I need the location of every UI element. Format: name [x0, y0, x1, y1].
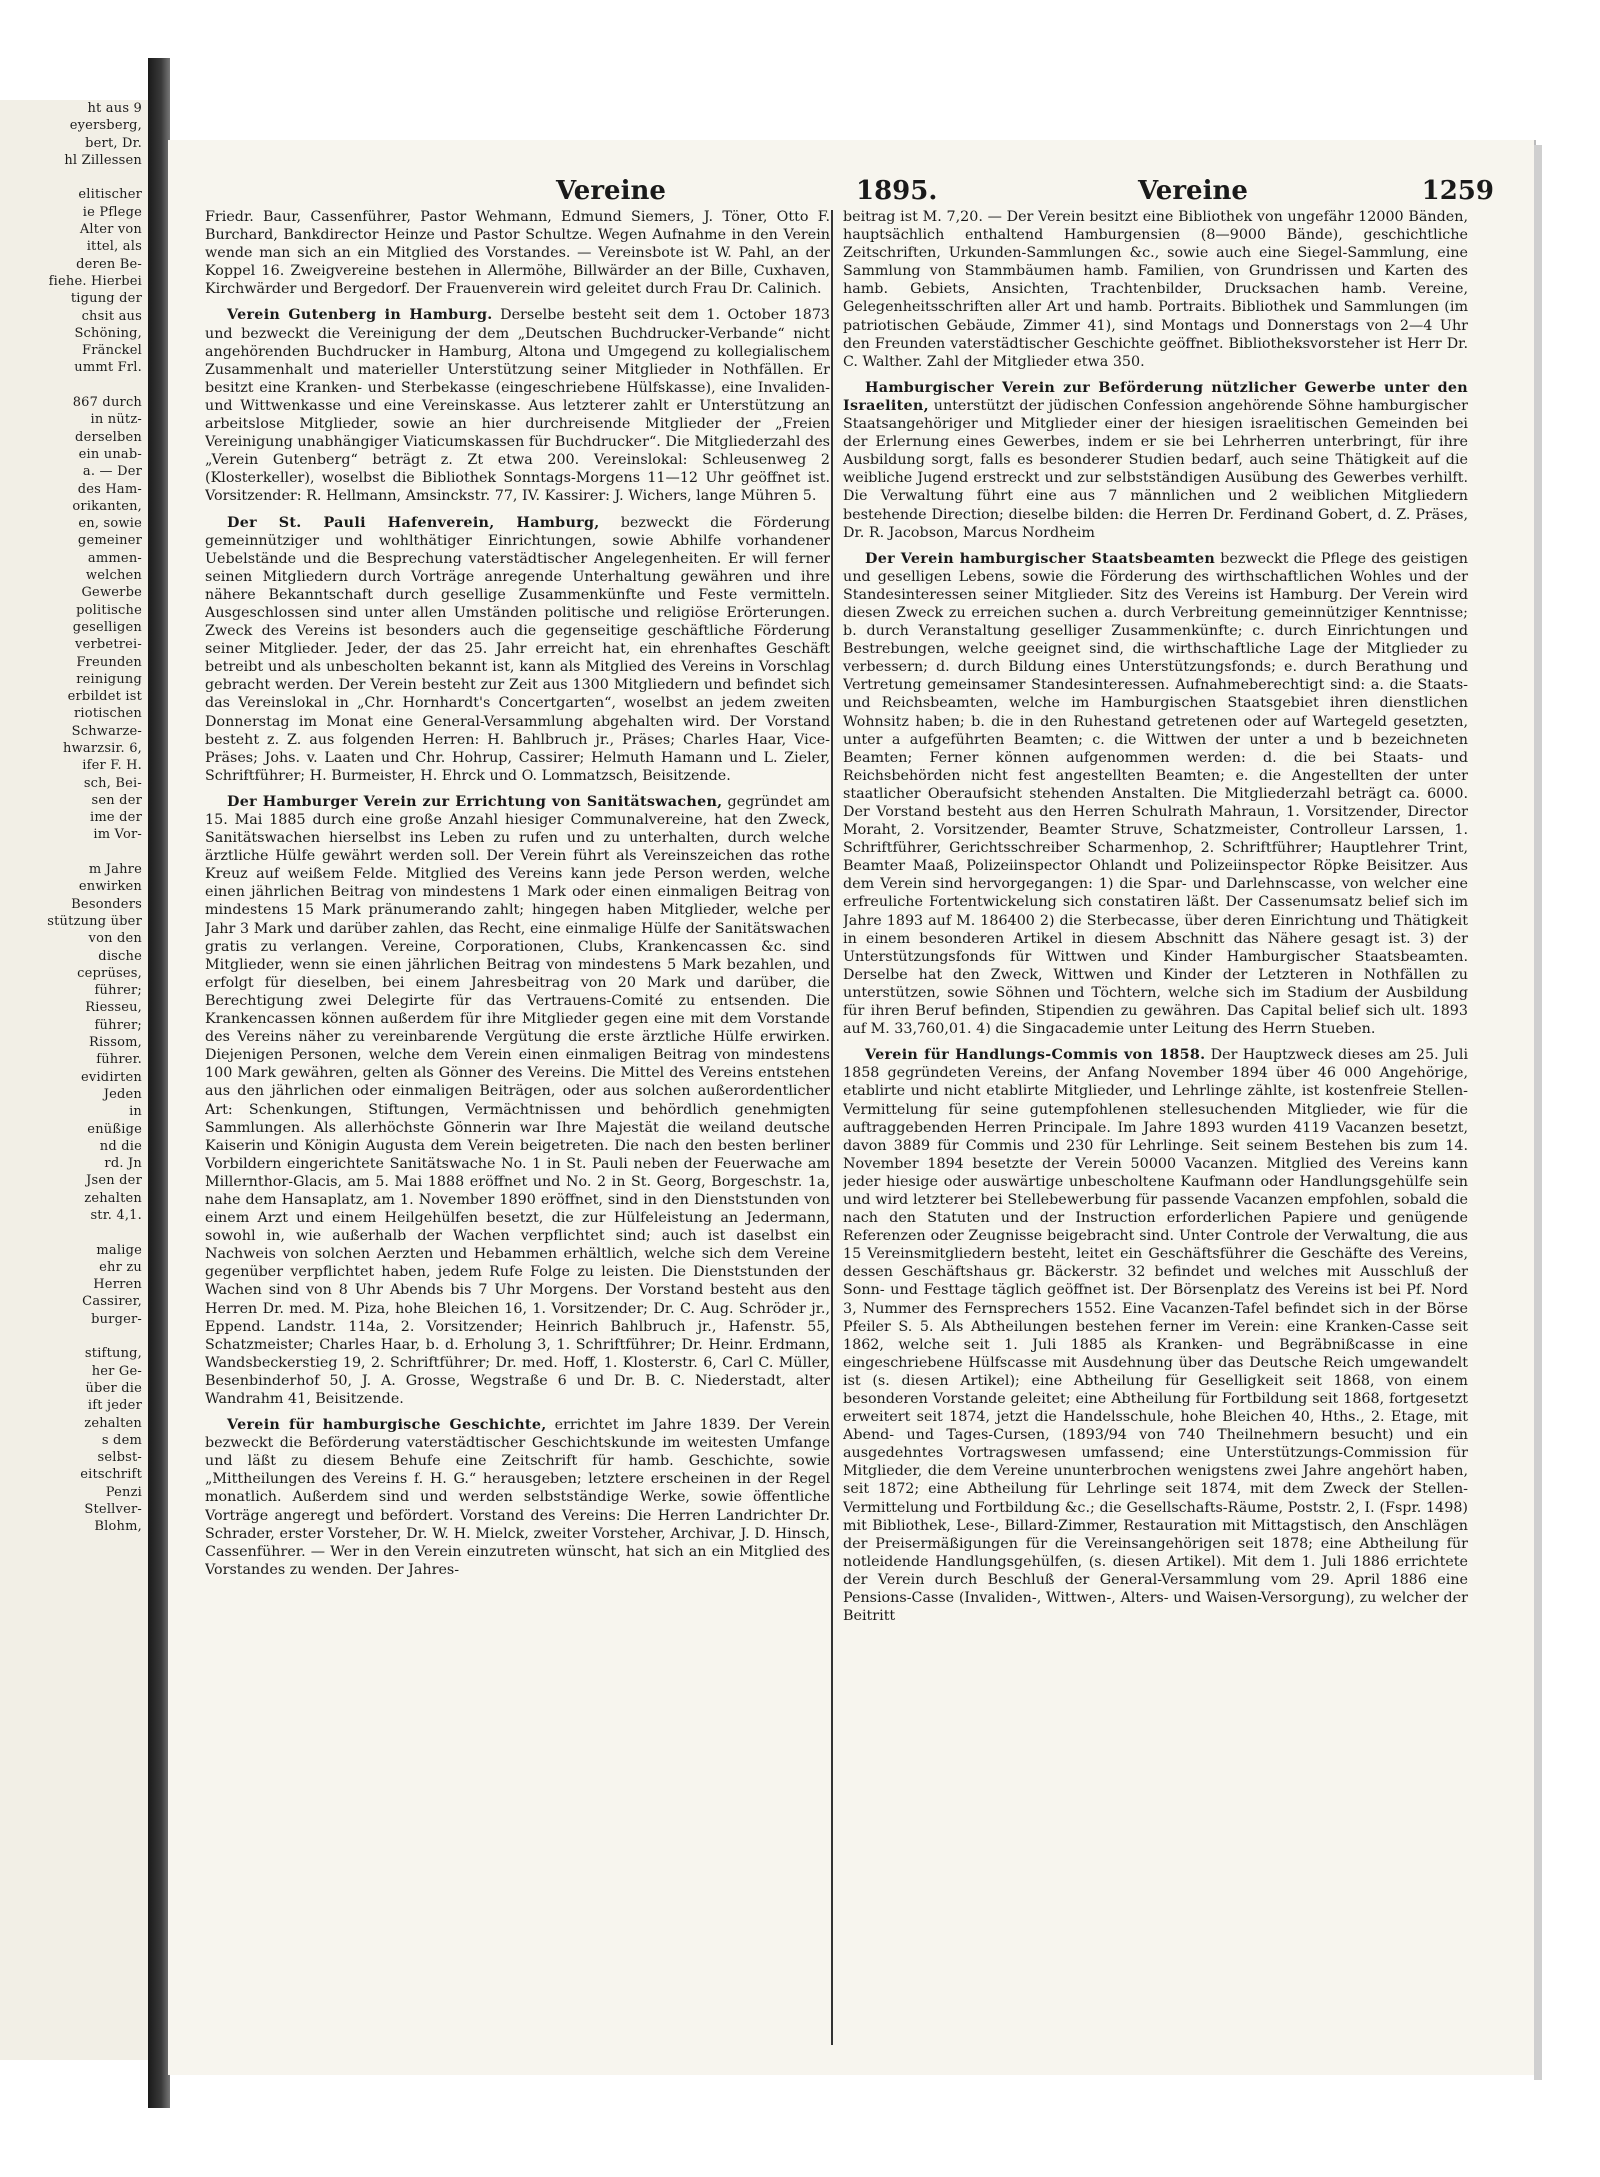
- left-page-line: [0, 1224, 150, 1241]
- left-page-line: ift jeder: [87, 1398, 142, 1414]
- left-page-line: Rissom,: [89, 1035, 142, 1051]
- entry-title: Verein Gutenberg in Hamburg.: [227, 307, 493, 324]
- association-entry: [843, 379, 1468, 542]
- left-page-line: eitschrift: [80, 1467, 142, 1483]
- left-page-line: ceprüses,: [77, 965, 142, 981]
- left-page-line: Freunden: [76, 654, 142, 670]
- left-page-line: ht aus 9: [87, 101, 142, 116]
- left-page-line: [0, 1328, 150, 1345]
- left-page-line: ittel, als: [86, 239, 142, 255]
- left-page-line: tigung der: [70, 291, 142, 307]
- left-page-line: Gewerbe: [81, 585, 142, 601]
- left-page-line: derselben: [75, 429, 142, 445]
- left-page-line: ehr zu: [99, 1259, 142, 1275]
- header-left-title: Vereine: [556, 176, 666, 206]
- left-page-line: en, sowie: [78, 516, 142, 532]
- left-page-line: des Ham-: [77, 481, 142, 497]
- left-page-line: politische: [76, 602, 142, 618]
- book-gutter: [148, 58, 170, 2108]
- left-page-line: eyersberg,: [69, 118, 142, 134]
- association-entry: [843, 208, 1468, 371]
- left-page-line: hl Zillessen: [64, 152, 142, 168]
- left-page-line: Penzi: [105, 1484, 142, 1500]
- left-page-line: enwirken: [78, 879, 142, 895]
- left-page-line: geselligen: [72, 619, 142, 635]
- left-page-line: Fränckel: [82, 343, 142, 359]
- page-number: 1259: [1421, 176, 1494, 206]
- entry-title: Der St. Pauli Hafenverein, Hamburg,: [227, 514, 600, 531]
- entry-title: Hamburgischer Verein zur Beförderung nützlicher Gewerbe unter den Israeliten,: [843, 379, 1468, 414]
- right-column: [843, 208, 1468, 2048]
- left-page-line: [0, 844, 150, 861]
- left-page-line: über die: [85, 1380, 142, 1396]
- left-page-line: chsit aus: [81, 308, 142, 324]
- left-page-line: im Vor-: [93, 827, 142, 843]
- left-page-line: ammen-: [87, 550, 142, 566]
- left-page-line: gemeiner: [77, 533, 142, 549]
- page-edge-shadow: [1534, 145, 1542, 2080]
- entry-text: Friedr. Baur, Cassenführer, Pastor Wehmann, Edmund Siemers, J. Töner, Otto F. Burchard, Bankdirector Heinze und Pastor Schultze. Wegen Aufnahme in den Verein wende man sich an ein Mitglied des Vorstandes. — Vereinsbote ist W. Pahl, an der Koppel 16. Zweigvereine bestehen in Allermöhe, Billwärder an der Bille, Cuxhaven, Kirchwärder und Bergedorf. Der Frauenverein wird geleitet durch Frau Dr. Calinich.: [205, 209, 830, 298]
- left-page-line: m Jahre: [88, 862, 142, 878]
- left-page-line: verbetrei-: [75, 637, 142, 653]
- main-page: [168, 140, 1534, 2075]
- left-page-line: orikanten,: [72, 498, 142, 514]
- left-page-line: führer;: [94, 1017, 142, 1033]
- left-page-line: ummt Frl.: [74, 360, 142, 376]
- column-divider: [831, 210, 833, 2045]
- association-entry: [843, 1046, 1468, 1625]
- left-page-line: Schwarze-: [71, 723, 142, 739]
- left-page-line: zehalten: [84, 1415, 142, 1431]
- left-page-line: burger-: [91, 1311, 142, 1327]
- page-header: [208, 176, 1494, 210]
- left-page-line: Riesseu,: [85, 1000, 142, 1016]
- left-page-line: Jsen der: [86, 1173, 142, 1189]
- left-page-line: 867 durch: [72, 395, 142, 411]
- entry-title: Verein für hamburgische Geschichte,: [227, 1417, 547, 1434]
- association-entry: [205, 793, 830, 1408]
- left-page-line: str. 4,1.: [90, 1208, 142, 1223]
- left-page-line: Stellver-: [84, 1502, 142, 1518]
- left-page-line: welchen: [85, 568, 142, 584]
- left-page-line: erbildet ist: [67, 689, 142, 705]
- entry-title: Verein für Handlungs-Commis von 1858.: [865, 1047, 1206, 1064]
- entry-text: bezweckt die Pflege des geistigen und geselligen Lebens, sowie die Förderung des wirthschaftlichen Wohles und der Standesinteressen seiner Mitglieder. Sitz des Vereins ist Hamburg. Der Verein wird diesen Zweck zu erreichen suchen a. durch Verbreitung gemeinnütziger Kenntnisse; b. durch Veranstaltung geselliger Zusammenkünfte; c. durch Einrichtungen und Bestrebungen, welche geeignet sind, die wirthschaftliche Lage der Mitglieder zu verbessern; d. durch Bildung eines Unterstützungsfonds; e. durch Berathung und Vertretung gemeinsamer Standesinteressen. Aufnahmeberechtigt sind: a. die Staats- und Reichsbeamten, welche im Hamburgischen Staatsgebiet ihren dienstlichen Wohnsitz haben; b. die in den Ruhestand getretenen oder auf Wartegeld gesetzten, unter a aufgeführten Beamten; c. die Wittwen der unter a und b bezeichneten Beamten; Ferner können aufgenommen werden: d. die bei Staats- und Reichsbehörden nicht fest angestellten Beamten; e. die Angestellten der unter staatlicher Oberaufsicht stehenden Anstalten. Die Mitgliederzahl beträgt ca. 6000. Der Vorstand besteht aus den Herren Schulrath Mahraun, 1. Vorsitzender, Director Moraht, 2. Vorsitzender, Beamter Struve, Schatzmeister, Controlleur Larssen, 1. Schriftführer, Gerichtsschreiber Scharmenhop, 2. Schriftführer; Hauptlehrer Trint, Beamter Maaß, Polizeiinspector Ohlandt und Polizeiinspector Röpke Beisitzer. Aus dem Verein sind hervorgegangen: 1) die Spar- und Darlehnscasse, von welcher eine erfreuliche Fortentwickelung sich constatiren läßt. Der Cassenumsatz belief sich im Jahre 1893 auf M. 186400 2) die Sterbecasse, über deren Einrichtung und Thätigkeit in einem besonderen Artikel in diesem Abschnitt das Nähere gesagt ist. 3) der Unterstützungsfonds für Wittwen und Kinder Hamburgischer Staatsbeamten. Derselbe hat den Zweck, Wittwen und Kinder der Letzteren in Nothfällen zu unterstützen, sowie Söhnen und Töchtern, welche sich im Stadium der Ausbildung für ihren Beruf befinden, Stipendien zu gewähren. Das Capital belief sich ult. 1893 auf M. 33,760,01. 4) die Singacademie unter Leitung des Herrn Stueben.: [843, 550, 1468, 1038]
- entry-text: Der Hauptzweck dieses am 25. Juli 1858 gegründeten Vereins, der Anfang November 1894 über 46 000 Angehörige, etablirte und nicht etablirte Mitglieder, und Lehrlinge zählte, ist kostenfreie Stellen-Vermittelung für seine gutempfohlenen stellesuchenden Mitglieder, wie für die auftraggebenden Herren Principale. Im Jahre 1893 wurden 4119 Vacanzen besetzt, davon 3889 für Commis und 230 für Lehrlinge. Seit seinem Bestehen bis zum 14. November 1894 besetzte der Verein 50000 Vacanzen. Mitglied des Vereins kann jeder hiesige oder auswärtige unbescholtene Kaufmann oder Handlungsgehülfe sein und wird letzterer bei Stellebewerbung für passende Vacanzen empfohlen, sobald die nach den Statuten und der Instruction erforderlichen Papiere und genügende Referenzen oder Zeugnisse beigebracht sind. Unter Controle der Verwaltung, die aus 15 Vereinsmitgliedern besteht, leitet ein Geschäftsführer die Geschäfte des Vereins, dessen Geschäftshaus gr. Bäckerstr. 32 befindet und welches mit Ausschluß der Sonn- und Festtage täglich geöffnet ist. Der Börsenplatz des Vereins ist bei Pf. Nord 3, Nummer des Fernsprechers 1552. Eine Vacanzen-Tafel befindet sich in der Börse Pfeiler S. 5. Als Abtheilungen bestehen ferner im Verein: eine Kranken-Casse seit 1862, welche seit 1. Juli 1885 als Kranken- und Begräbnißcasse in eine eingeschriebene Hülfscasse mit Ausdehnung über das Deutsche Reich umgewandelt ist (s. diesen Artikel); eine Abtheilung für Geselligkeit seit 1868, von einem besonderen Vorstande geleitet; eine Abtheilung für Fortbildung seit 1868, fortgesetzt erweitert seit 1874, jetzt die Handelsschule, hohe Bleichen 40, Hths., 2. Etage, mit Abend- und Tages-Cursen, (1893/94 von 740 Theilnehmern besucht) und ein ausgedehntes Vortragswesen umfassend; eine Unterstützungs-Commission für Mitglieder, die dem Vereine ununterbrochen wenigstens zwei Jahre angehört haben, seit 1872; eine Abtheilung für Lehrlinge seit 1874, mit dem Zweck der Stellen-Vermittelung und Fortbildung &c.; die Gesellschafts-Räume, Poststr. 2, I. (Fspr. 1498) mit Bibliothek, Lese-, Billard-Zimmer, Restauration mit Mittagstisch, den Anschlägen der Preisermäßigungen für die Vereinsangehörigen seit 1878; eine Abtheilung für notleidende Handlungsgehülfen, (s. diesen Artikel). Mit dem 1. Juli 1886 errichtete der Verein durch Beschluß der General-Versammlung vom 29. April 1886 eine Pensions-Casse (Invaliden-, Wittwen-, Alters- und Waisen-Versorgung), zu welcher der Beitritt: [843, 1047, 1468, 1625]
- left-page-line: malige: [96, 1242, 142, 1258]
- entry-text: errichtet im Jahre 1839. Der Verein bezweckt die Beförderung vaterstädtischer Geschichtskunde im weitesten Umfange und läßt zu diesem Behufe eine Zeitschrift für hamb. Geschichte, sowie „Mittheilungen des Vereins f. H. G.“ herausgeben; letztere erscheinen in der Regel monatlich. Außerdem sind und werden selbstständige Werke, sowie öffentliche Vorträge angeregt und befördert. Vorstand des Vereins: Die Herren Landrichter Dr. Schrader, erster Vorsteher, Dr. W. H. Mielck, zweiter Vorsteher, Archivar, J. D. Hinsch, Cassenführer. — Wer in den Verein einzutreten wünscht, hat sich an ein Mitglied des Vorstandes zu wenden. Der Jahres-: [205, 1417, 830, 1578]
- left-page-line: Cassirer,: [82, 1294, 142, 1310]
- left-page-line: ie Pflege: [82, 204, 142, 220]
- left-page-line: Schöning,: [74, 325, 142, 341]
- left-page-line: dische: [98, 948, 142, 964]
- left-column: [205, 208, 830, 2048]
- left-page-line: riotischen: [74, 706, 142, 722]
- left-page-line: s dem: [101, 1432, 142, 1448]
- entry-title: Der Verein hamburgischer Staatsbeamten: [865, 550, 1216, 567]
- association-entry: [843, 550, 1468, 1039]
- left-page-line: deren Be-: [76, 256, 142, 272]
- association-entry: [205, 208, 830, 298]
- left-page-line: ime der: [90, 810, 142, 826]
- left-page-line: führer.: [96, 1052, 142, 1068]
- left-page-line: ein unab-: [78, 446, 142, 462]
- left-page-line: von den: [88, 931, 142, 947]
- left-page-line: Alter von: [79, 222, 142, 238]
- left-page-line: in nütz-: [90, 412, 142, 428]
- left-page-line: stiftung,: [84, 1346, 142, 1362]
- entry-text: Derselbe besteht seit dem 1. October 1873 und bezweckt die Vereinigung der dem „Deutschen Buchdrucker-Verbande“ nicht angehörenden Buchdrucker in Hamburg, Altona und Umgegend zu kollegialischem Zusammenhalt und materieller Unterstützung seiner Mitglieder in Nothfällen. Er besitzt eine Kranken- und Sterbekasse (eingeschriebene Hülfskasse), eine Invaliden- und Wittwenkasse und eine Vereinskasse. Aus letzterer zahlt er Unterstützung an arbeitslose Mitglieder, sowie an hier durchreisende Mitglieder der „Freien Vereinigung unabhängiger Viaticumskassen für Buchdrucker“. Die Mitgliederzahl des „Verein Gutenberg“ beträgt z. Zt etwa 200. Vereinslokal: Schleusenweg 2 (Klosterkeller), woselbst die Bibliothek Sonntags-Morgens 11—12 Uhr geöffnet ist. Vorsitzender: R. Hellmann, Amsinckstr. 77, IV. Kassirer: J. Wichers, lange Mühren 5.: [205, 307, 830, 505]
- left-page-line: in: [129, 1104, 142, 1120]
- left-page-line: hwarzsir. 6,: [63, 740, 142, 756]
- association-entry: [205, 1416, 830, 1579]
- left-page-line: [0, 377, 150, 394]
- association-entry: [205, 306, 830, 505]
- left-page-line: Blohm,: [94, 1519, 142, 1535]
- entry-text: bezweckt die Förderung gemeinnütziger und wohlthätiger Einrichtungen, sowie Abhilfe vorhandener Uebelstände und die Besprechung vaterstädtischer Angelegenheiten. Er will ferner seinen Mitgliedern durch Vorträge anregende Unterhaltung gewähren und ihre nähere Bekanntschaft durch gesellige Zusammenkünfte und Feste vermitteln. Ausgeschlossen sind unter allen Umständen politische und religiöse Erörterungen. Zweck des Vereins ist besonders auch die gegenseitige geschäftliche Förderung seiner Mitglieder. Jeder, der das 25. Jahr erreicht hat, ein ehrenhaftes Geschäft betreibt und als unbescholten bekannt ist, kann als Mitglied des Vereins in Vorschlag gebracht werden. Der Verein besteht zur Zeit aus 1300 Mitgliedern und befindet sich das Vereinslokal in „Chr. Hornhardt's Concertgarten“, woselbst an jedem zweiten Donnerstag im Monat eine General-Versammlung abgehalten wird. Der Vorstand besteht z. Z. aus folgenden Herren: H. Bahlbruch jr., Präses; Charles Haar, Vice-Präses; Johs. v. Laaten und Chr. Hohrup, Cassirer; Helmuth Hamann und L. Zieler, Schriftführer; H. Burmeister, H. Ehrck und O. Lommatzsch, Beisitzende.: [205, 514, 830, 784]
- left-page-line: bert, Dr.: [85, 135, 142, 151]
- left-page-line: fiehe. Hierbei: [48, 273, 142, 289]
- left-page-line: her Ge-: [91, 1363, 142, 1379]
- left-page-line: führer;: [94, 983, 142, 999]
- entry-text: gegründet am 15. Mai 1885 durch eine große Anzahl hiesiger Communalvereine, hat den Zweck, Sanitätswachen hierselbst ins Leben zu rufen und zu unterhalten, durch welche ärztliche Hülfe gewährt werden soll. Der Verein führt als Vereinszeichen das rothe Kreuz auf weißem Felde. Mitglied des Vereins kann jede Person werden, welche einen jährlichen Beitrag von mindestens 1 Mark oder einen einmaligen Beitrag von mindestens 15 Mark pränumerando zahlt; hingegen haben Mitglieder, welche per Jahr 3 Mark und darüber zahlen, das Recht, eine einmalige Hülfe der Sanitätswachen gratis zu verlangen. Vereine, Corporationen, Clubs, Krankencassen &c. sind Mitglieder, wenn sie einen jährlichen Beitrag von mindestens 5 Mark bezahlen, und erfolgt für dieselben, bei einem Jahresbeitrag von 20 Mark und darüber, die Berechtigung zwei Delegirte für das Vertrauens-Comité zu entsenden. Die Krankencassen können außerdem für ihre Mitglieder gegen eine mit dem Vorstande des Vereins näher zu vereinbarende Vergütung die erste ärztliche Hülfe erwirken. Diejenigen Personen, welche dem Verein einen einmaligen Beitrag von mindestens 100 Mark gewähren, gelten als Gönner des Vereins. Die Mittel des Vereins entstehen aus den jährlichen oder einmaligen Beiträgen, oder aus solchen außerordentlicher Art: Schenkungen, Stiftungen, Vermächtnissen und behördlich genehmigten Sammlungen. Als allerhöchste Gönnerin war Ihre Majestät die weiland deutsche Kaiserin und Königin Augusta dem Verein beigetreten. Die nach den besten berliner Vorbildern eingerichtete Sanitätswache No. 1 in St. Pauli neben der Feuerwache am Millernthor-Glacis, am 5. Mai 1888 eröffnet und No. 2 in St. Georg, Borgeschstr. 1a, nahe dem Hansaplatz, am 1. November 1890 eröffnet, sind in den Dienststunden von einem Arzt und einem Heilgehülfen besetzt, die zur Hülfeleistung an Jedermann, sowohl in, wie außerhalb der Wachen verpflichtet sind; auch ist daselbst ein Nachweis von solchen Aerzten und Hebammen erhältlich, welche sich dem Vereine gegenüber verpflichtet haben, jedem Rufe Folge zu leisten. Die Dienststunden der Wachen sind von 8 Uhr Abends bis 7 Uhr Morgens. Der Vorstand besteht aus den Herren Dr. med. M. Piza, hohe Bleichen 16, 1. Vorsitzender; Dr. C. Aug. Schröder jr., Eppend. Landstr. 114a, 2. Vorsitzender; Heinrich Bahlbruch jr., Hafenstr. 55, Schatzmeister; Charles Haar, b. d. Erholung 3, 1. Schriftführer; Dr. Heinr. Erdmann, Wandsbeckerstieg 19, 2. Schriftführer; Dr. med. Hoff, 1. Klosterstr. 6, Carl C. Müller, Besenbinderhof 50, J. A. Grosse, Wegstraße 6 und Dr. B. C. Niederstadt, alter Wandrahm 41, Beisitzende.: [205, 793, 830, 1407]
- entry-text: beitrag ist M. 7,20. — Der Verein besitzt eine Bibliothek von ungefähr 12000 Bänden, hauptsächlich enthaltend Hamburgensien (8—9000 Bände), geschichtliche Zeitschriften, Urkunden-Sammlungen &c., sowie auch eine Siegel-Sammlung, eine Sammlung von Stammbäumen hamb. Familien, von Grundrissen und Karten des hamb. Gebiets, Ansichten, Trachtenbilder, Drucksachen hamb. Vereine, Gelegenheitsschriften aller Art und hamb. Portraits. Bibliothek und Sammlungen (im patriotischen Gebäude, Zimmer 41), sind Montags und Donnerstags von 2—4 Uhr den Freunden vaterstädtischer Geschichte geöffnet. Bibliotheksvorsteher ist Herr Dr. C. Walther. Zahl der Mitglieder etwa 350.: [843, 209, 1468, 370]
- left-page-line: a. — Der: [82, 464, 142, 480]
- left-page-line: stützung über: [47, 913, 142, 929]
- left-page-line: evidirten: [81, 1069, 142, 1085]
- left-page-line: enüßige: [87, 1121, 142, 1137]
- left-page-line: sch, Bei-: [83, 775, 142, 791]
- header-year: 1895.: [856, 176, 938, 206]
- left-page-line: zehalten: [84, 1190, 142, 1206]
- left-page-line: sen der: [91, 792, 142, 808]
- entry-title: Der Hamburger Verein zur Errichtung von Sanitätswachen,: [227, 793, 723, 810]
- left-page-line: [0, 169, 150, 186]
- left-page-line: rd. Jn: [104, 1156, 142, 1172]
- left-page-line: nd die: [99, 1138, 142, 1154]
- header-right-title: Vereine: [1138, 176, 1248, 206]
- left-page-line: Jeden: [103, 1086, 142, 1102]
- left-page-line: Herren: [93, 1277, 142, 1293]
- left-page-fragment: [0, 100, 156, 2060]
- association-entry: [205, 514, 830, 785]
- left-page-line: ifer F. H.: [82, 758, 142, 774]
- left-page-line: selbst-: [97, 1450, 142, 1466]
- entry-text: unterstützt der jüdischen Confession angehörende Söhne hamburgischer Staatsangehöriger und Mitglieder einer der hiesigen israelitischen Gemeinden bei der Erlernung eines Gewerbes, indem er sie bei Lehrherren unterbringt, für ihre Ausbildung sorgt, falls es besonderer Studien bedarf, auch seine Thätigkeit auf die weibliche Jugend erstreckt und zur selbstständigen Ausübung des Gewerbes verhilft. Die Verwaltung führt eine aus 7 männlichen und 2 weiblichen Mitgliedern bestehende Direction; dieselbe bilden: die Herren Dr. Ferdinand Gobert, d. Z. Präses, Dr. R. Jacobson, Marcus Nordheim: [843, 397, 1468, 541]
- left-page-line: reinigung: [76, 671, 142, 687]
- left-page-line: Besonders: [71, 896, 142, 912]
- left-page-line: elitischer: [78, 187, 142, 203]
